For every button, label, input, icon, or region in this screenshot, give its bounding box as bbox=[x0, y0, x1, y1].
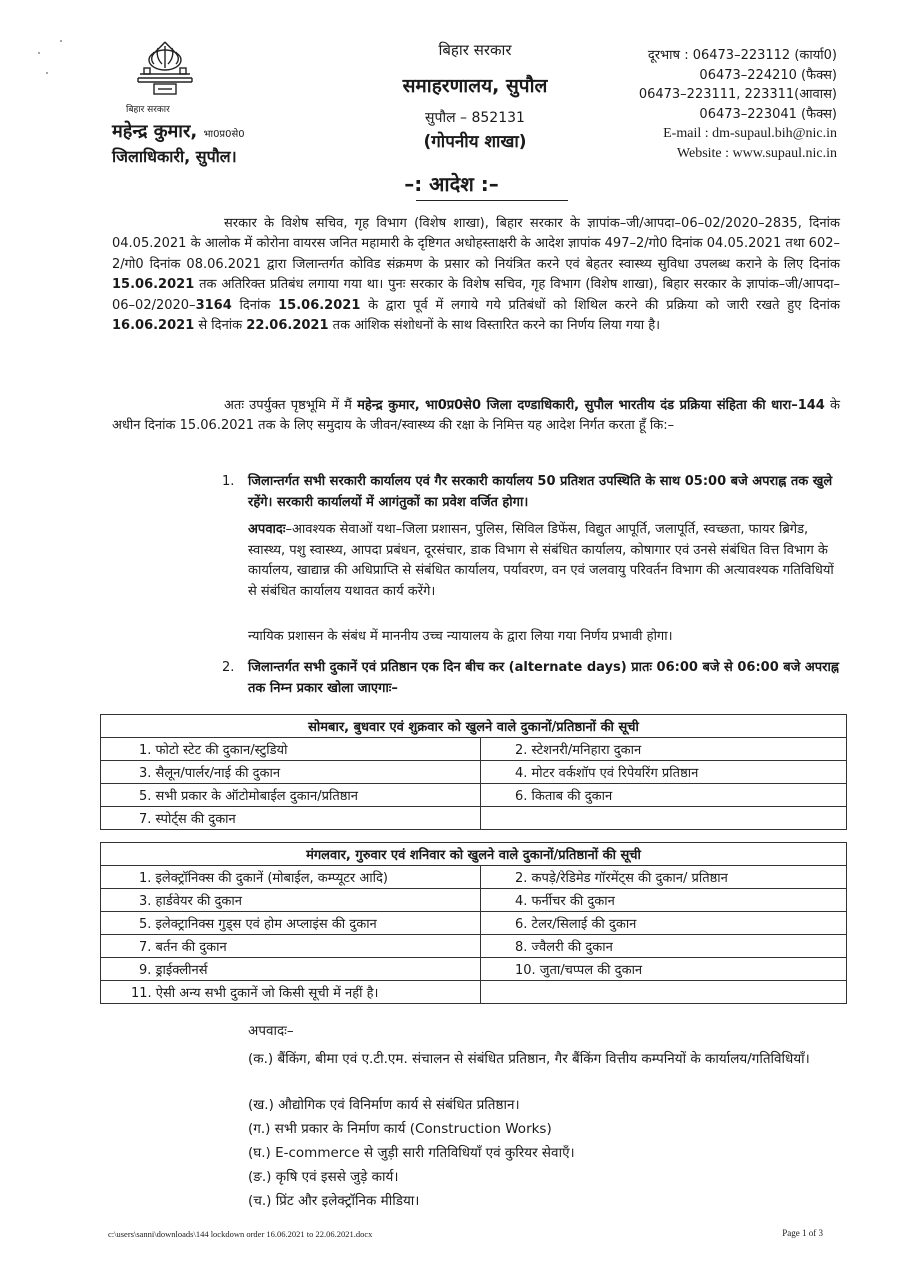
table-cell bbox=[481, 807, 847, 830]
table-row bbox=[101, 866, 847, 889]
table-row bbox=[101, 889, 847, 912]
para-bold: महेन्द्र कुमार, भा0प्र0से0 जिला दण्डाधिकारी, सुपौल भारतीय दंड प्रक्रिया संहिता की धारा–144 bbox=[357, 398, 825, 413]
para-text: के अधीन दिनांक 15.06.2021 तक के लिए समुदाय के जीवन/स्वास्थ्य की रक्षा के निमित्त यह आदेश निर्गत करता हूँ कि:– bbox=[112, 398, 840, 434]
table-cell: 1. इलेक्ट्रॉनिक्स की दुकानें (मोबाईल, कम्प्यूटर आदि) bbox=[101, 866, 481, 889]
para-bold: 22.06.2021 bbox=[246, 318, 329, 334]
exception-item: (क.) बैंकिंग, बीमा एवं ए.टी.एम. संचालन से संबंधित प्रतिष्ठान, गैर बैंकिंग वित्तीय कम्पनियों के कार्यालय/गतिविधियाँ। bbox=[248, 1051, 810, 1067]
para-text: तक अतिरिक्त प्रतिबंध लगाया गया था। पुनः सरकार के विशेष सचिव, गृह विभाग (विशेष शाखा), बिहार सरकार के ज्ञापांक–जी/आपदा–06–02/2020– bbox=[112, 277, 840, 313]
order-paragraph bbox=[112, 396, 840, 437]
office-branch: (गोपनीय शाखा) bbox=[423, 132, 527, 152]
item-1-exception bbox=[248, 520, 840, 602]
para-text: सरकार के विशेष सचिव, गृह विभाग (विशेष शाखा), बिहार सरकार के ज्ञापांक–जी/आपदा–06–02/2020–2835, दिनांक 04.05.2021 के आलोक में कोरोना वायरस जनित महामारी के दृष्टिगत अधोहस्ताक्षरी के आदेश ज्ञापांक 497–2/गो0 दिनांक 04.05.2021 तथा 602–2/गो0 दिनांक 08.06.2021 द्वारा जिलान्तर्गत कोविड संक्रमण के प्रसार को नियंत्रित करने एवं बेहतर स्वास्थ्य सुविधा उपलब्ध कराने के लिए दिनांक bbox=[112, 216, 840, 272]
table-cell: 3. हार्डवेयर की दुकान bbox=[101, 889, 481, 912]
para-text: दिनांक bbox=[231, 297, 279, 313]
item-number: 1. bbox=[222, 474, 235, 489]
title-underline bbox=[416, 200, 568, 201]
government-name: बिहार सरकार bbox=[438, 41, 512, 59]
table-heading: सोमबार, बुधवार एवं शुक्रवार को खुलने वाले दुकानों/प्रतिष्ठानों की सूची bbox=[101, 715, 847, 738]
scan-speck bbox=[60, 40, 62, 42]
exception-item: (ग.) सभी प्रकार के निर्माण कार्य (Construction Works) bbox=[248, 1121, 552, 1137]
officer-block bbox=[112, 38, 342, 167]
scan-speck bbox=[46, 72, 48, 74]
officer-name-text: महेन्द्र कुमार, bbox=[112, 121, 198, 142]
shops-table-mon-wed-fri bbox=[100, 714, 847, 830]
table-cell: 2. स्टेशनरी/मनिहारा दुकान bbox=[481, 738, 847, 761]
table-cell: 4. मोटर वर्कशॉप एवं रिपेयरिंग प्रतिष्ठान bbox=[481, 761, 847, 784]
emblem-caption: बिहार सरकार bbox=[126, 105, 170, 115]
table-row bbox=[101, 784, 847, 807]
table-cell: 7. स्पोर्ट्स की दुकान bbox=[101, 807, 481, 830]
table-cell: 5. सभी प्रकार के ऑटोमोबाईल दुकान/प्रतिष्ठान bbox=[101, 784, 481, 807]
para-bold: 15.06.2021 bbox=[112, 277, 195, 293]
scan-speck bbox=[38, 52, 40, 54]
table-cell: 1. फोटो स्टेट की दुकान/स्टुडियो bbox=[101, 738, 481, 761]
exception-item: (घ.) E-commerce से जुड़ी सारी गतिविधियाँ एवं कुरियर सेवाएँ। bbox=[248, 1145, 575, 1161]
item-1-judicial: न्यायिक प्रशासन के संबंध में माननीय उच्च न्यायालय के द्वारा लिया गया निर्णय प्रभावी होगा। bbox=[248, 629, 673, 644]
footer-file-path: c:\users\sanni\downloads\144 lockdown order 16.06.2021 to 22.06.2021.docx bbox=[108, 1229, 373, 1239]
exceptions-label: अपवादः– bbox=[248, 1023, 294, 1039]
table-row bbox=[101, 981, 847, 1004]
table-row bbox=[101, 958, 847, 981]
table-row bbox=[101, 761, 847, 784]
para-bold: 16.06.2021 bbox=[112, 318, 195, 334]
exception-item: (च.) प्रिंट और इलेक्ट्रॉनिक मीडिया। bbox=[248, 1193, 420, 1209]
para-text: से दिनांक bbox=[194, 318, 247, 334]
table-row bbox=[101, 807, 847, 830]
item-1-text: जिलान्तर्गत सभी सरकारी कार्यालय एवं गैर सरकारी कार्यालय 50 प्रतिशत उपस्थिति के साथ 05:00 बजे अपराह्न तक खुले रहेंगे। सरकारी कार्यालयों में आगंतुकों का प्रवेश वर्जित होगा। bbox=[248, 474, 833, 510]
item-2-text: जिलान्तर्गत सभी दुकानें एवं प्रतिष्ठान एक दिन बीच कर (alternate days) प्रातः 06:00 बजे से 06:00 बजे अपराह्न तक निम्न प्रकार खोला जाएगाः– bbox=[248, 660, 839, 696]
table-cell: 10. जुता/चप्पल की दुकान bbox=[481, 958, 847, 981]
table-cell: 4. फर्नीचर की दुकान bbox=[481, 889, 847, 912]
order-title: –: आदेश :– bbox=[404, 172, 499, 196]
exception-item: (ख.) औद्योगिक एवं विनिर्माण कार्य से संबंधित प्रतिष्ठान। bbox=[248, 1097, 520, 1113]
table-cell: 6. टेलर/सिलाई की दुकान bbox=[481, 912, 847, 935]
intro-paragraph bbox=[112, 214, 840, 336]
para-bold: 15.06.2021 bbox=[278, 297, 361, 313]
office-name: समाहरणालय, सुपौल bbox=[402, 75, 548, 97]
footer-page-number: Page 1 of 3 bbox=[782, 1228, 823, 1238]
exception-text: –आवश्यक सेवाओं यथा–जिला प्रशासन, पुलिस, सिविल डिफेंस, विद्युत आपूर्ति, जलापूर्ति, स्वच्छता, फायर ब्रिगेड, स्वास्थ्य, पशु स्वास्थ्य, आपदा प्रबंधन, दूरसंचार, डाक विभाग से संबंधित कार्यालय, कोषागार एवं उनसे संबंधित वित्त विभाग के कार्यालय, खाद्यान्न की अधिप्राप्ति से संबंधित कार्यालय, पर्यावरण, वन एवं जलवायु परिवर्तन विभाग की अत्यावश्यक गतिविधियों से संबंधित कार्यालय यथावत कार्य करेंगे। bbox=[248, 522, 834, 599]
exception-label: अपवादः bbox=[248, 522, 286, 537]
contact-phone-line: 06473–223111, 223311(आवास) bbox=[638, 87, 837, 102]
contact-website: Website : www.supaul.nic.in bbox=[676, 145, 837, 161]
table-heading: मंगलवार, गुरुवार एवं शनिवार को खुलने वाले दुकानों/प्रतिष्ठानों की सूची bbox=[101, 843, 847, 866]
para-text: अतः उपर्युक्त पृष्ठभूमि में मैं bbox=[224, 398, 358, 413]
table-cell bbox=[481, 981, 847, 1004]
table-cell: 3. सैलून/पार्लर/नाई की दुकान bbox=[101, 761, 481, 784]
table-cell: 6. किताब की दुकान bbox=[481, 784, 847, 807]
office-pin: सुपौल – 852131 bbox=[425, 110, 525, 126]
shops-table-tue-thu-sat bbox=[100, 842, 847, 1004]
contact-phone-line: 06473–224210 (फैक्स) bbox=[699, 67, 837, 83]
table-row bbox=[101, 738, 847, 761]
contact-phone-line: दूरभाष : 06473–223112 (कार्या0) bbox=[647, 48, 837, 63]
table-row bbox=[101, 935, 847, 958]
officer-service: भा0प्र0से0 bbox=[203, 129, 245, 140]
table-cell: 9. ड्राईक्लीनर्स bbox=[101, 958, 481, 981]
para-text: तक आंशिक संशोधनों के साथ विस्तारित करने का निर्णय लिया गया है। bbox=[328, 318, 661, 334]
table-cell: 8. ज्वैलरी की दुकान bbox=[481, 935, 847, 958]
contact-phone-line: 06473–223041 (फैक्स) bbox=[699, 106, 837, 122]
officer-post: जिलाधिकारी, सुपौल। bbox=[112, 147, 237, 166]
table-cell: 11. ऐसी अन्य सभी दुकानें जो किसी सूची में नहीं है। bbox=[101, 981, 481, 1004]
officer-name bbox=[112, 119, 342, 143]
bihar-emblem-icon bbox=[130, 38, 200, 100]
table-row bbox=[101, 912, 847, 935]
contact-email: E-mail : dm-supaul.bih@nic.in bbox=[663, 126, 837, 141]
item-number: 2. bbox=[222, 660, 235, 675]
table-cell: 2. कपड़े/रेडिमेड गॉरमेंट्स की दुकान/ प्रतिष्ठान bbox=[481, 866, 847, 889]
para-text: के द्वारा पूर्व में लगाये गये प्रतिबंधों को शिथिल करने की प्रक्रिया को जारी रखते हुए दिनांक bbox=[360, 297, 840, 313]
exception-item: (ङ.) कृषि एवं इससे जुड़े कार्य। bbox=[248, 1169, 399, 1185]
table-cell: 5. इलेक्ट्रानिक्स गुड्स एवं होम अप्लाइंस की दुकान bbox=[101, 912, 481, 935]
para-bold: 3164 bbox=[195, 297, 232, 313]
contact-block bbox=[547, 46, 837, 163]
table-cell: 7. बर्तन की दुकान bbox=[101, 935, 481, 958]
